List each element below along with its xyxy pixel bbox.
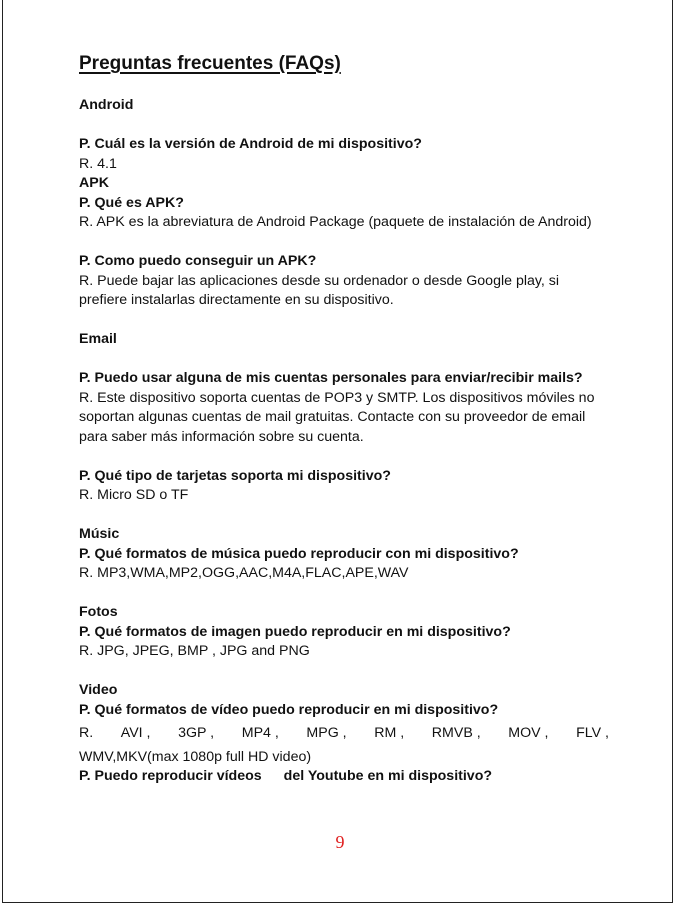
video-format-token: RMVB , — [431, 725, 481, 741]
video-format-token: R. — [79, 725, 94, 741]
section-heading-music: Músic — [79, 526, 120, 542]
question-what-is-apk: P. Qué es APK? — [79, 194, 184, 211]
answer-what-is-apk: R. APK es la abreviatura de Android Package (paquete de instalación de Android) — [79, 214, 592, 230]
page-title: Preguntas frecuentes (FAQs) — [79, 53, 341, 74]
answer-get-apk: R. Puede bajar las aplicaciones desde su ordenador o desde Google play, si prefiere instalarlas directamente en su dispositivo. — [79, 272, 560, 308]
video-format-token: MOV , — [508, 725, 549, 741]
answer-image-formats: R. JPG, JPEG, BMP , JPG and PNG — [79, 643, 310, 659]
question-personal-mail: P. Puedo usar alguna de mis cuentas personales para enviar/recibir mails? — [79, 370, 583, 386]
video-format-token: MPG , — [306, 725, 347, 741]
question-card-type: P. Qué tipo de tarjetas soporta mi dispositivo? — [79, 467, 391, 484]
faq-page — [79, 52, 609, 787]
question-get-apk: P. Como puedo conseguir un APK? — [79, 253, 317, 269]
answer-android-version: R. 4.1 — [79, 155, 117, 172]
page-number: 9 — [335, 832, 345, 852]
section-heading-photos: Fotos — [79, 604, 118, 620]
answer-video-formats-line2: WMV,MKV(max 1080p full HD video) — [79, 748, 312, 765]
video-format-token: MP4 , — [241, 725, 279, 741]
question-image-formats: P. Qué formatos de imagen puedo reproducir en mi dispositivo? — [79, 623, 511, 640]
section-heading-video: Video — [79, 682, 118, 698]
video-format-token: 3GP , — [178, 725, 215, 741]
answer-music-formats: R. MP3,WMA,MP2,OGG,AAC,M4A,FLAC,APE,WAV — [79, 565, 409, 581]
question-youtube-part2: del Youtube en mi dispositivo? — [283, 768, 493, 784]
video-format-token: FLV , — [576, 725, 609, 741]
answer-personal-mail: R. Este dispositivo soporta cuentas de POP3 y SMTP. Los dispositivos móviles no soportan algunas cuentas de mail gratuitas. Contacte con su proveedor de email para saber más información sobre su cuenta. — [79, 389, 595, 445]
video-format-token: RM , — [374, 725, 405, 741]
question-android-version: P. Cuál es la versión de Android de mi dispositivo? — [79, 136, 422, 152]
question-youtube — [79, 767, 609, 787]
section-heading-android: Android — [79, 97, 134, 113]
answer-card-type: R. Micro SD o TF — [79, 487, 189, 503]
section-heading-apk: APK — [79, 175, 109, 191]
question-music-formats: P. Qué formatos de música puedo reproducir con mi dispositivo? — [79, 545, 519, 562]
answer-video-formats-line1 — [79, 724, 609, 744]
question-video-formats: P. Qué formatos de vídeo puedo reproducir en mi dispositivo? — [79, 701, 499, 718]
video-format-token: AVI , — [120, 725, 151, 741]
section-heading-email: Email — [79, 331, 117, 347]
question-youtube-part1: P. Puedo reproducir vídeos — [79, 768, 262, 784]
